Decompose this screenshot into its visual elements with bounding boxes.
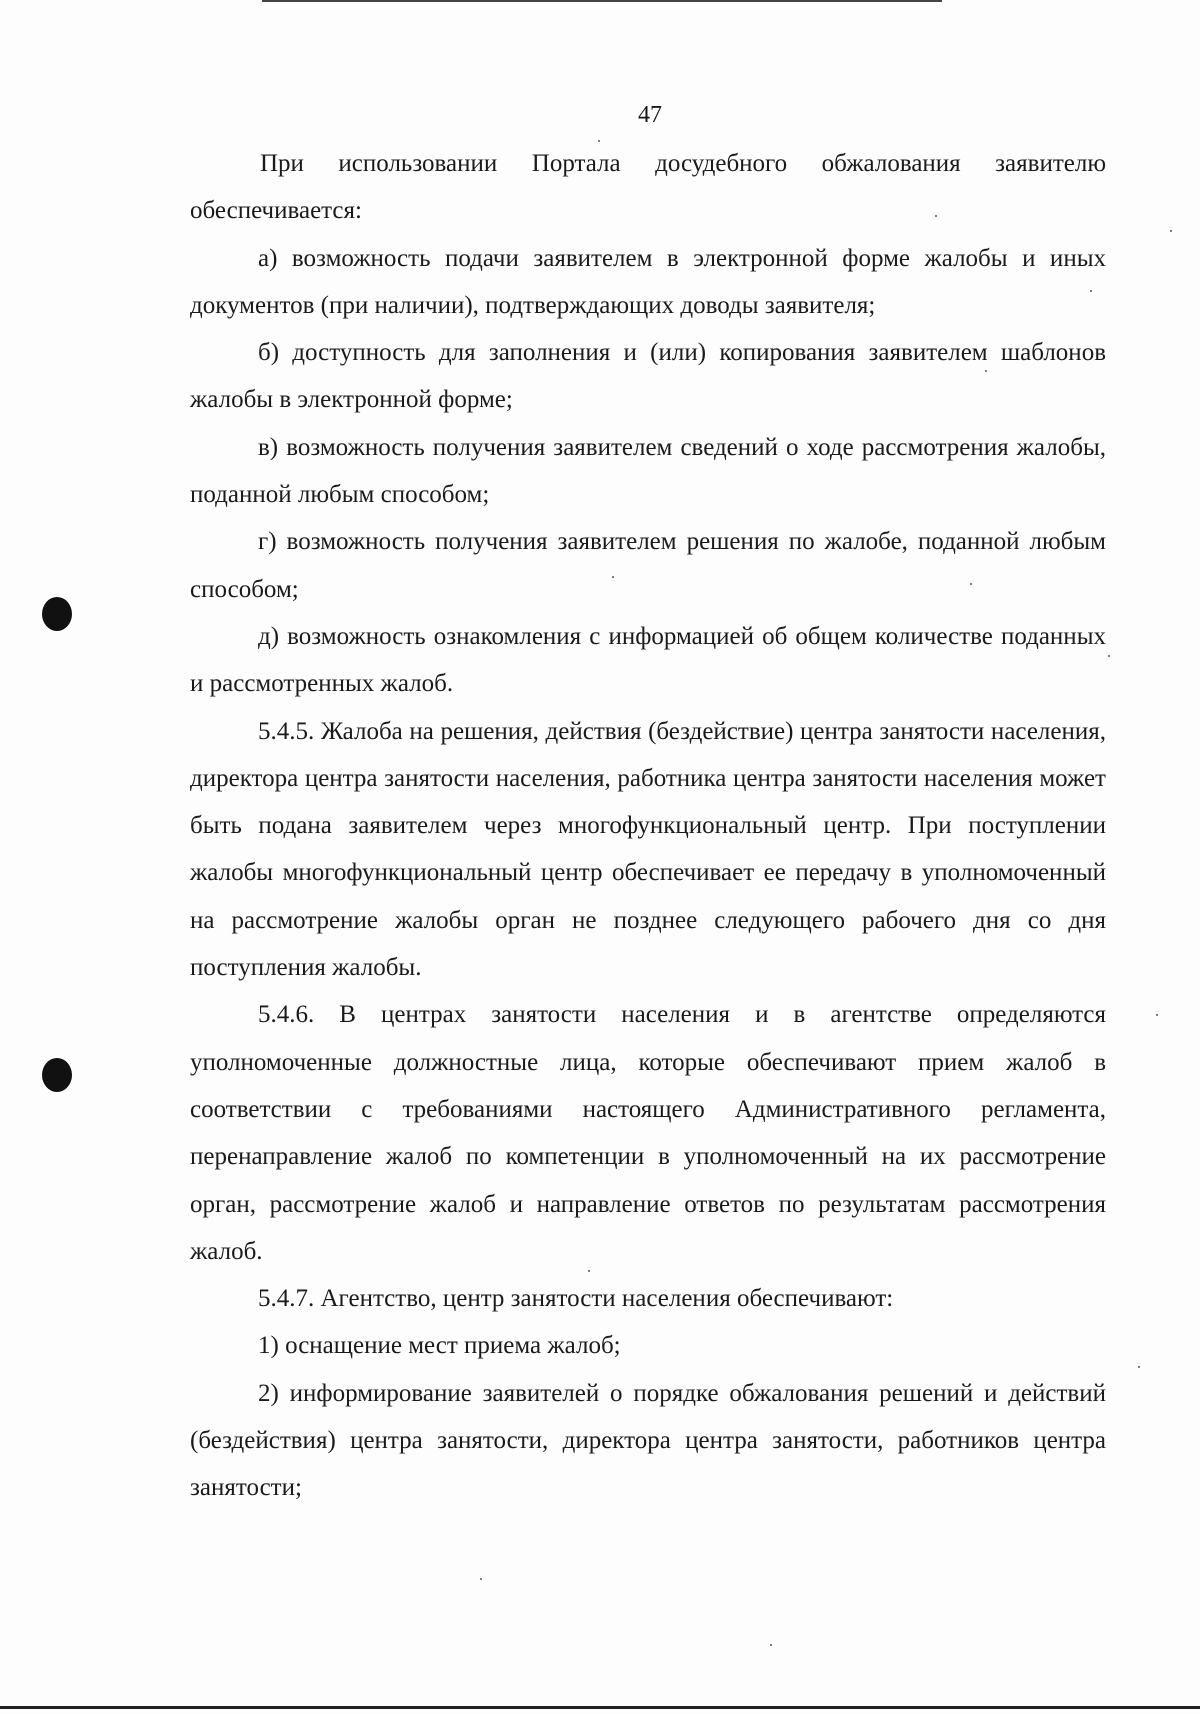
paragraph-portal-intro: При использовании Портала досудебного обжалования заявителю обеспечивается: <box>190 150 1106 225</box>
paragraph-5-4-7: 5.4.7. Агентство, центр занятости населения обеспечивают: <box>258 1285 894 1313</box>
scan-speck <box>612 576 614 578</box>
scan-speck <box>770 1644 772 1646</box>
scan-speck <box>588 1270 590 1272</box>
scan-speck <box>970 583 972 585</box>
scan-speck <box>598 140 600 142</box>
scan-speck <box>1170 230 1172 232</box>
scan-speck <box>1138 1366 1140 1368</box>
top-scan-edge <box>262 0 942 2</box>
binder-hole <box>42 597 72 631</box>
paragraph-item-d: д) возможность ознакомления с информацией об общем количестве поданных и рассмотренных жалоб. <box>190 622 1106 698</box>
scan-speck <box>1108 655 1110 657</box>
paragraph-item-1: 1) оснащение мест приема жалоб; <box>258 1332 621 1360</box>
bottom-scan-edge <box>0 1706 1200 1709</box>
paragraph-item-a: а) возможность подачи заявителем в электронной форме жалобы и иных документов (при наличии), подтверждающих доводы заявителя; <box>190 244 1106 319</box>
scan-speck <box>480 1578 482 1580</box>
binder-hole <box>42 1058 72 1092</box>
paragraph-item-b: б) доступность для заполнения и (или) копирования заявителем шаблонов жалобы в электронной форме; <box>190 339 1106 414</box>
page-number: 47 <box>638 102 662 128</box>
scan-speck <box>935 215 937 217</box>
paragraph-item-v: в) возможность получения заявителем сведений о ходе рассмотрения жалобы, поданной любым способом; <box>190 433 1106 509</box>
scan-speck <box>985 370 987 372</box>
paragraph-item-2: 2) информирование заявителей о порядке обжалования решений и действий (бездействия) центра занятости, директора центра занятости, работников центра занятости; <box>190 1379 1106 1502</box>
paragraph-5-4-5: 5.4.5. Жалоба на решения, действия (бездействие) центра занятости населения, директора центра занятости населения, работника центра занятости населения может быть подана заявителем через многофункциональный центр. При поступлении жалобы многофункциональный центр обеспечивает ее передачу в уполномоченный на рассмотрение жалобы орган не позднее следующего рабочего дня со дня поступления жалобы. <box>190 717 1106 982</box>
paragraph-item-g: г) возможность получения заявителем решения по жалобе, поданной любым способом; <box>190 528 1106 603</box>
document-body <box>190 140 1106 1512</box>
paragraph-5-4-6: 5.4.6. В центрах занятости населения и в агентстве определяются уполномоченные должностные лица, которые обеспечивают прием жалоб в соответствии с требованиями настоящего Административного регламента, перенаправление жалоб по компетенции в уполномоченный на их рассмотрение орган, рассмотрение жалоб и направление ответов по результатам рассмотрения жалоб. <box>190 1001 1106 1265</box>
scan-speck <box>1156 1014 1158 1016</box>
scan-speck <box>1090 290 1092 292</box>
